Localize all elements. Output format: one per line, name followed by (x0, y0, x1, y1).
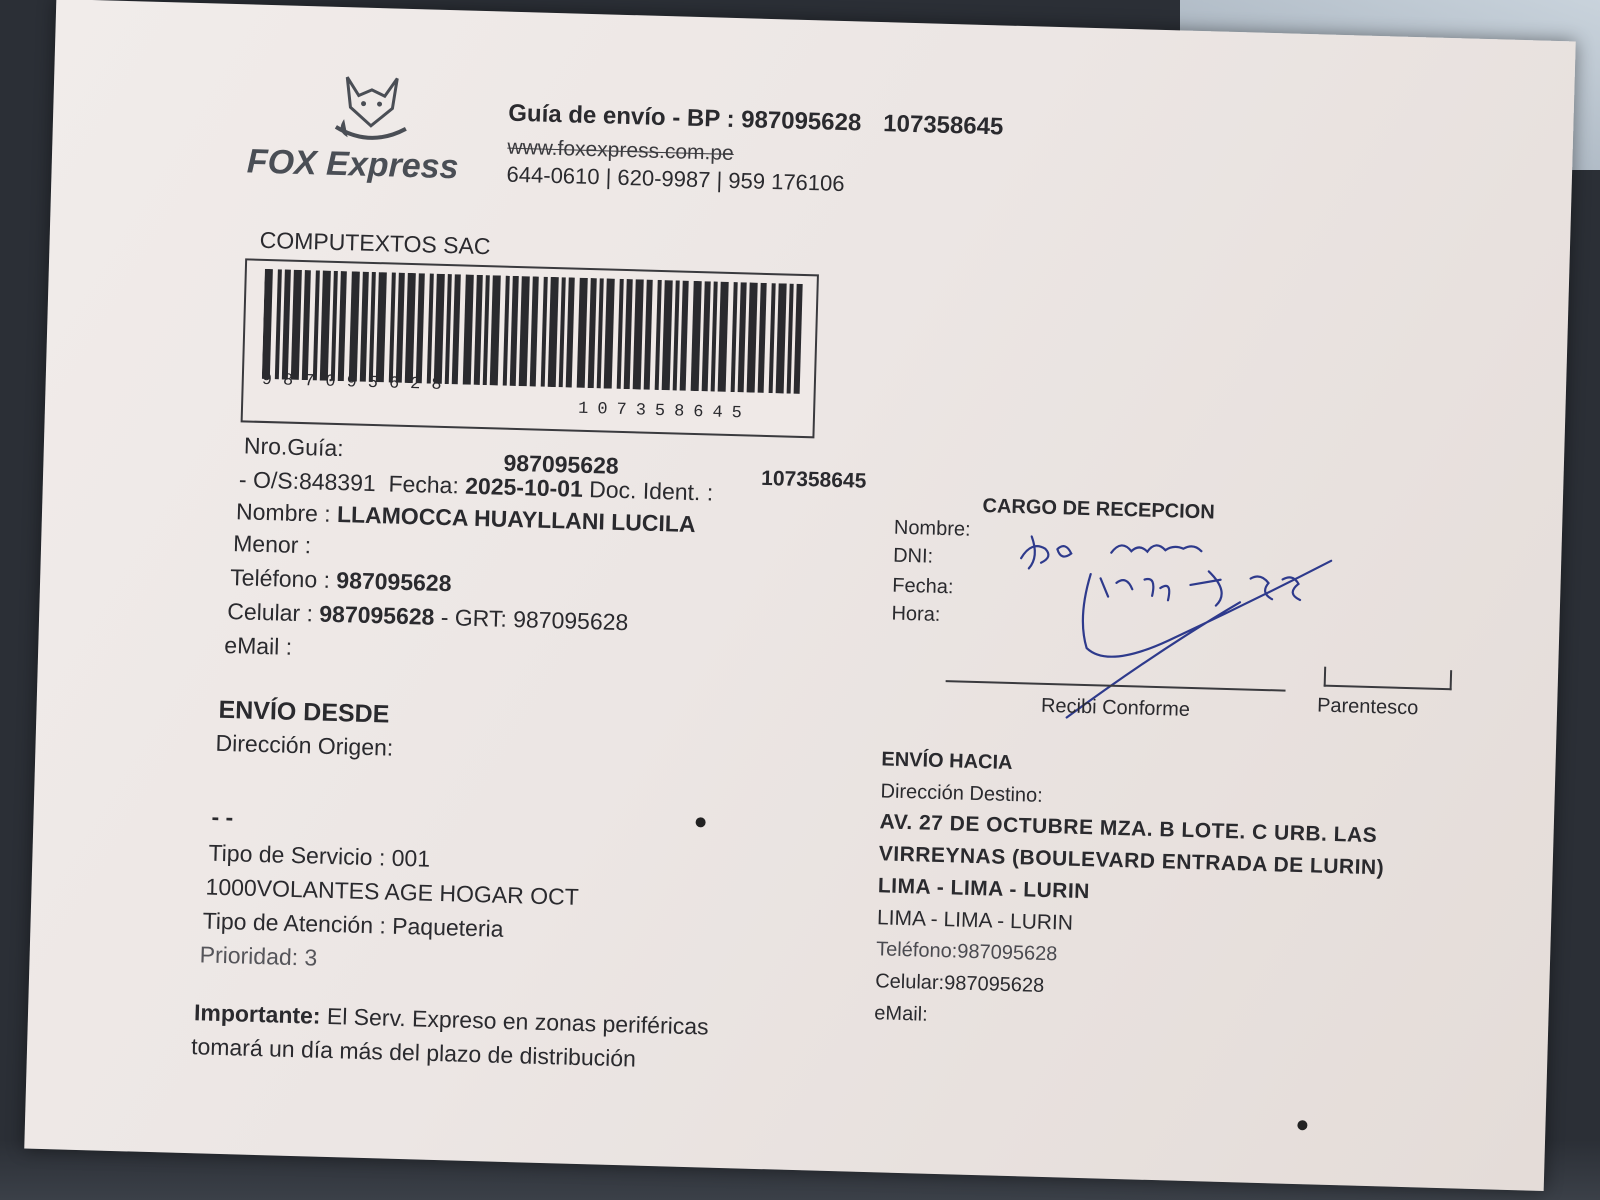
menor-label: Menor : (232, 530, 312, 559)
barcode-bar (559, 277, 566, 387)
barcode-bar (313, 270, 320, 380)
barcode-bar (349, 271, 360, 381)
barcode-bar (718, 282, 729, 392)
telefono-value: 987095628 (336, 567, 452, 597)
barcode-bar (633, 279, 644, 389)
fecha-value: 2025-10-01 (464, 472, 584, 502)
barcode-bar (302, 270, 311, 380)
hole-punch-mark (695, 817, 705, 827)
recibi-conforme-label: Recibi Conforme (1040, 694, 1191, 721)
celular-value: 987095628 (318, 600, 435, 630)
barcode-bar (541, 277, 548, 387)
barcode-bar (389, 272, 396, 382)
barcode-bar (548, 277, 559, 387)
barcode-number-right: 107358645 (577, 399, 752, 424)
barcode-bar (360, 272, 369, 382)
brand-name: FOX Express (246, 142, 459, 187)
barcode-bar (291, 270, 302, 380)
grt-label: - GRT: 987095628 (440, 603, 629, 636)
destination-telefono: Teléfono:987095628 (875, 938, 1058, 966)
shipping-label (24, 0, 1576, 1191)
cargo-hora-label: Hora: (891, 602, 941, 626)
barcode-bar (530, 276, 539, 386)
barcode-bar (483, 275, 490, 385)
cargo-nombre-label: Nombre: (893, 516, 971, 541)
barcode-bar (275, 269, 282, 379)
destination-celular: Celular:987095628 (874, 970, 1045, 997)
barcode-bar (463, 275, 474, 385)
guia-value: 987095628 (503, 449, 620, 479)
os-label: - O/S:848391 (238, 466, 377, 497)
envio-hacia-heading: ENVÍO HACIA (881, 748, 1013, 774)
barcode-bar (338, 271, 347, 381)
barcode-bar (624, 279, 633, 389)
barcode-bar (320, 271, 331, 381)
barcode-bar (445, 274, 452, 384)
barcode-bar (566, 277, 575, 387)
cargo-heading: CARGO DE RECEPCION (982, 495, 1216, 524)
barcode-bar (738, 282, 747, 392)
barcode-bar (577, 278, 588, 388)
barcode-bar (405, 273, 416, 383)
barcode-bar (604, 278, 615, 388)
parentesco-box (1324, 667, 1453, 691)
barcode (241, 258, 819, 438)
guia-extra: 107358645 (760, 466, 867, 493)
destination-address (877, 806, 1489, 919)
barcode-bar (396, 273, 405, 383)
barcode-number-left: 987095628 (261, 370, 453, 396)
celular-row (227, 598, 629, 636)
direccion-destino-label: Dirección Destino: (880, 780, 1044, 807)
barcode-bar (731, 282, 738, 392)
parentesco-label: Parentesco (1316, 694, 1419, 720)
direccion-origen-label: Dirección Origen: (215, 729, 394, 761)
destination-email: eMail: (874, 1002, 928, 1026)
barcode-bar (262, 269, 273, 379)
barcode-bar (452, 274, 461, 384)
barcode-bar (369, 272, 376, 382)
tipo-atencion: Tipo de Atención : Paqueteria (202, 907, 504, 942)
barcode-bar (331, 271, 338, 381)
guide-title-code: 107358645 (882, 110, 1004, 141)
envio-desde-heading: ENVÍO DESDE (218, 695, 390, 729)
barcode-bar (490, 275, 501, 385)
barcode-bar (711, 281, 718, 391)
cargo-fecha-label: Fecha: (891, 574, 954, 599)
barcode-bar (416, 273, 425, 383)
doc-ident-label: Doc. Ident. : (588, 476, 714, 506)
fox-icon (325, 67, 417, 149)
website-link[interactable]: www.foxexpress.com.pe (507, 135, 735, 165)
email-label: eMail : (224, 631, 293, 660)
guide-title-text: Guía de envío - BP : 987095628 (507, 99, 862, 137)
guide-title (508, 100, 1004, 142)
barcode-bar (503, 276, 510, 386)
destination-city: LIMA - LIMA - LURIN (876, 906, 1074, 935)
fox-express-logo (246, 64, 480, 210)
barcode-bar (617, 279, 624, 389)
barcode-bar (597, 278, 604, 388)
origen-dashes: - - (211, 803, 234, 831)
barcode-bar (474, 275, 483, 385)
sender-company: COMPUTEXTOS SAC (259, 226, 491, 260)
barcode-bar (519, 276, 530, 386)
address-line-2: VIRREYNAS (BOULEVARD ENTRADA DE LURIN) (878, 842, 1385, 880)
importante-label: Importante: (193, 999, 321, 1029)
barcode-bar (662, 280, 673, 390)
barcode-bar (427, 274, 434, 384)
barcode-bar (758, 283, 767, 393)
barcode-bar (787, 284, 794, 394)
hole-punch-mark (1297, 1120, 1307, 1130)
tipo-servicio: Tipo de Servicio : 001 (208, 839, 431, 872)
celular-label: Celular : (226, 598, 314, 627)
descripcion: 1000VOLANTES AGE HOGAR OCT (205, 873, 580, 910)
prioridad: Prioridad: 3 (199, 941, 318, 971)
importante-text-2: tomará un día más del plazo de distribución (190, 1033, 637, 1072)
contact-phones: 644-0610 | 620-9987 | 959 176106 (506, 161, 845, 197)
address-line-1: AV. 27 DE OCTUBRE MZA. B LOTE. C URB. LAS (879, 810, 1378, 848)
barcode-bar (655, 280, 662, 390)
importante-text-1: El Serv. Expreso en zonas periféricas (320, 1002, 709, 1040)
barcode-bar (510, 276, 519, 386)
barcode-bar (691, 281, 702, 391)
barcode-bar (794, 284, 803, 394)
barcode-bar (376, 272, 387, 382)
barcode-bar (702, 281, 711, 391)
nombre-value: LLAMOCCA HUAYLLANI LUCILA (336, 501, 696, 538)
cargo-dni-label: DNI: (892, 544, 934, 568)
guia-label: Nro.Guía: (243, 432, 345, 462)
telefono-label: Teléfono : (229, 564, 331, 593)
fecha-label: Fecha: (388, 470, 460, 499)
barcode-bar (434, 274, 445, 384)
telefono-row (230, 564, 452, 597)
barcode-bar (673, 280, 680, 390)
barcode-bar (282, 269, 291, 379)
address-line-3: LIMA - LIMA - LURIN (877, 874, 1091, 904)
barcode-bar (644, 280, 653, 390)
barcode-bar (776, 283, 787, 393)
barcode-bar (680, 281, 689, 391)
barcode-bar (747, 282, 758, 392)
barcode-bar (769, 283, 776, 393)
barcode-bar (588, 278, 597, 388)
nombre-label: Nombre : (235, 498, 332, 527)
